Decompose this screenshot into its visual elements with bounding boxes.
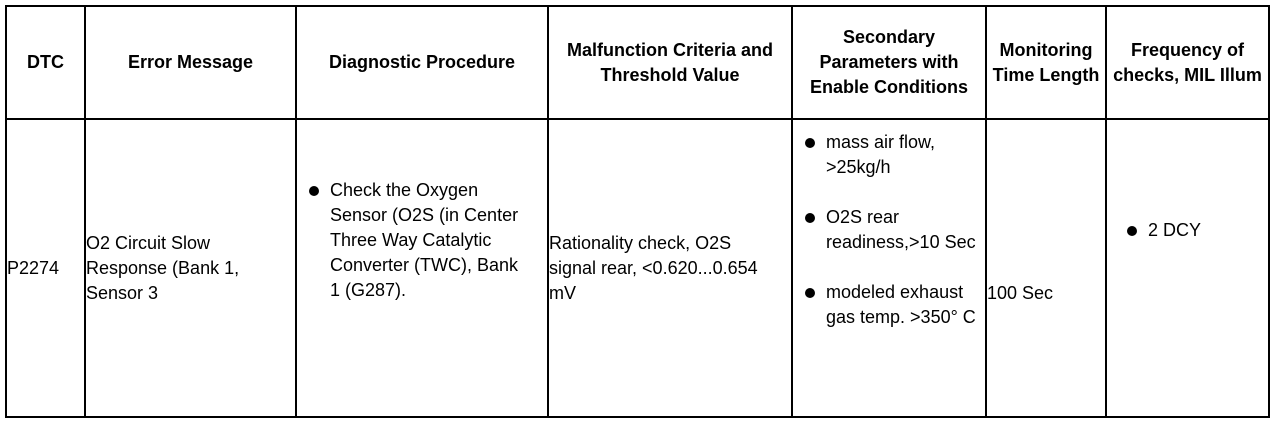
malfunction-criteria: Rationality check, O2S signal rear, <0.620...0.654 mV [548,119,792,417]
header-row [6,6,1269,119]
header-dtc: DTC [6,6,85,119]
secondary-parameter-text: modeled exhaust gas temp. >350° C [826,282,976,327]
diagnostic-procedure [296,119,548,417]
bullet-icon [805,213,815,223]
bullet-icon [805,138,815,148]
bullet-icon [1127,226,1137,236]
frequency-text: 2 DCY [1148,220,1202,240]
header-monitoring-time: Monitoring Time Length [986,6,1106,119]
list-item [793,205,977,255]
list-item [1115,218,1268,243]
bullet-icon [309,186,319,196]
error-message: O2 Circuit Slow Response (Bank 1, Sensor 3 [85,119,296,417]
dtc-code: P2274 [6,119,85,417]
frequency [1106,119,1269,417]
header-secondary-parameters: Secondary Parameters with Enable Conditions [792,6,986,119]
header-error-message: Error Message [85,6,296,119]
list-item [793,130,977,180]
secondary-parameter-text: O2S rear readiness,>10 Sec [826,207,976,252]
procedure-list [297,178,533,303]
secondary-parameters [792,119,986,417]
monitoring-time: 100 Sec [986,119,1106,417]
frequency-list [1107,218,1268,243]
list-item [793,280,977,330]
dtc-table [5,5,1270,418]
bullet-icon [805,288,815,298]
secondary-parameter-text: mass air flow, >25kg/h [826,132,936,177]
header-malfunction-criteria: Malfunction Criteria and Threshold Value [548,6,792,119]
header-frequency: Frequency of checks, MIL Illum [1106,6,1269,119]
secondary-parameters-list [793,130,977,330]
header-diagnostic-procedure: Diagnostic Procedure [296,6,548,119]
table-row [6,119,1269,417]
list-item [297,178,533,303]
procedure-text: Check the Oxygen Sensor (O2S (in Center Three Way Catalytic Converter (TWC), Bank 1 (G287). [330,180,519,300]
